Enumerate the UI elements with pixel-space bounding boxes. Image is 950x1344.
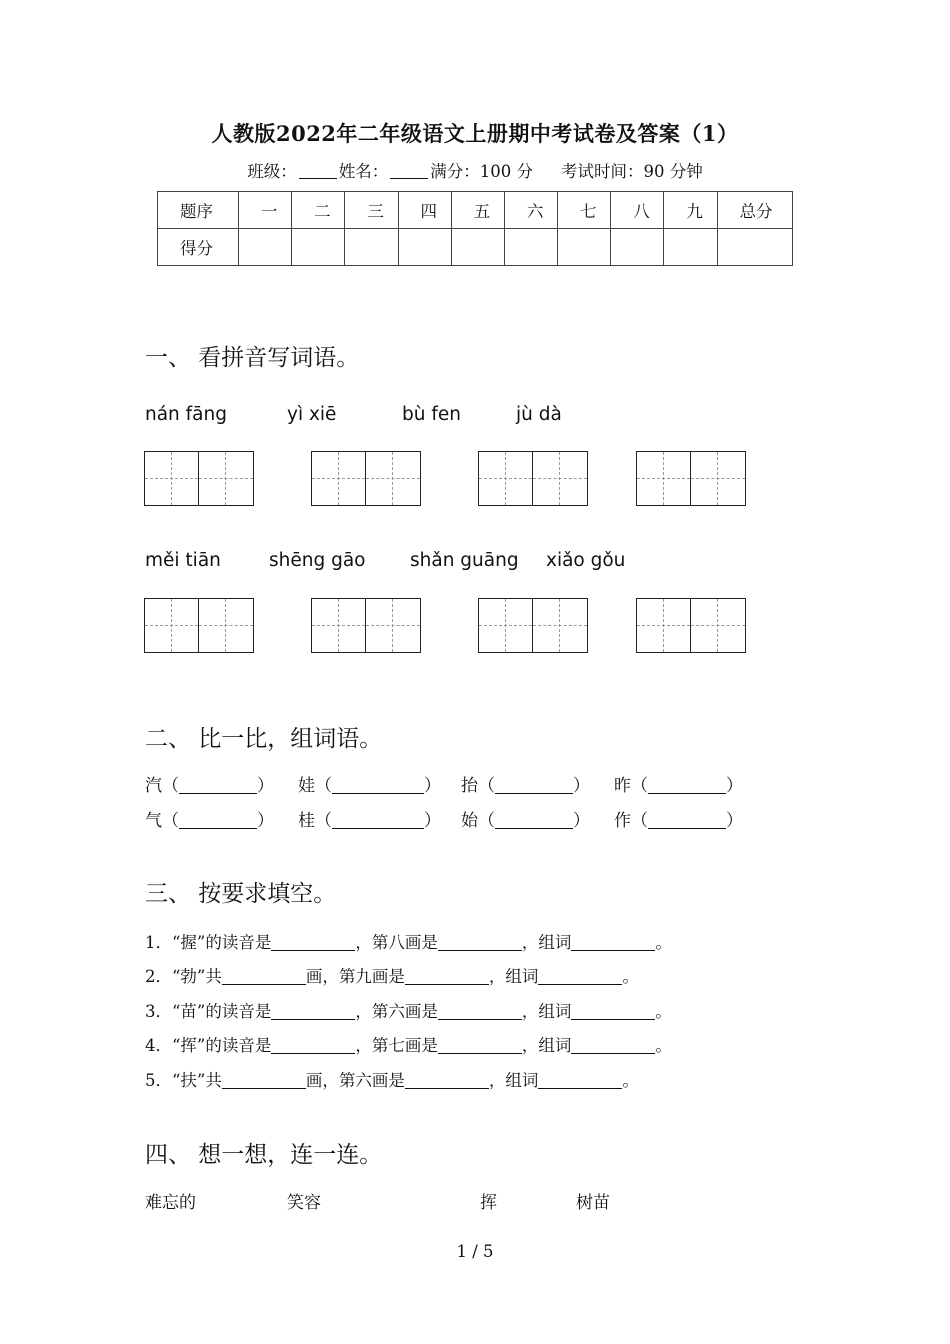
table-cell: 三: [345, 192, 398, 229]
compare-item: 作（ ）: [614, 811, 743, 831]
fill-item: [145, 963, 639, 987]
compare-char: 昨: [614, 776, 631, 796]
answer-blank[interactable]: [405, 1073, 489, 1089]
table-cell: 四: [398, 192, 451, 229]
section4-heading: 四、 想一想，连一连。: [145, 1142, 383, 1168]
score-cell[interactable]: [664, 229, 717, 266]
item-text: ，组词: [521, 933, 572, 952]
answer-blank[interactable]: [438, 1004, 522, 1020]
writing-grid[interactable]: [636, 598, 746, 653]
compare-item: 娃（ ）: [298, 776, 441, 796]
answer-blank[interactable]: [495, 814, 573, 829]
item-text: 。: [655, 1002, 672, 1021]
table-cell: 总分: [717, 192, 792, 229]
table-cell: 七: [558, 192, 611, 229]
item-text: ，第七画是: [355, 1036, 438, 1055]
item-text: 画，第九画是: [305, 967, 405, 986]
compare-item: 始（ ）: [461, 811, 590, 831]
compare-char: 娃: [298, 776, 315, 796]
writing-grid[interactable]: [478, 451, 588, 506]
table-cell: 五: [451, 192, 504, 229]
match-word[interactable]: 树苗: [576, 1193, 610, 1213]
writing-grid[interactable]: [144, 598, 254, 653]
answer-blank[interactable]: [538, 1073, 622, 1089]
compare-char: 气: [145, 811, 162, 831]
exam-time: 考试时间：90 分钟: [561, 162, 703, 181]
exam-meta: [0, 158, 950, 182]
pinyin-label: nán fāng: [145, 404, 227, 425]
item-text: ，第八画是: [355, 933, 438, 952]
score-cell[interactable]: [717, 229, 792, 266]
item-text: 。: [622, 967, 639, 986]
section1-heading: 一、 看拼音写词语。: [145, 345, 360, 371]
item-number: 4．: [145, 1036, 172, 1055]
compare-char: 始: [461, 811, 478, 831]
item-text: 画，第六画是: [305, 1071, 405, 1090]
match-word[interactable]: 笑容: [287, 1193, 321, 1213]
answer-blank[interactable]: [438, 1038, 522, 1054]
answer-blank[interactable]: [571, 1004, 655, 1020]
writing-grid[interactable]: [478, 598, 588, 653]
answer-blank[interactable]: [332, 814, 424, 829]
class-blank[interactable]: [299, 162, 337, 179]
compare-char: 抬: [461, 776, 478, 796]
fill-item: [145, 929, 672, 953]
page-number: 1 / 5: [456, 1242, 494, 1261]
pinyin-label: yì xiē: [287, 404, 337, 425]
item-number: 1．: [145, 933, 172, 952]
table-cell: 六: [504, 192, 557, 229]
answer-blank[interactable]: [271, 1004, 355, 1020]
answer-blank[interactable]: [648, 814, 726, 829]
item-text: “扶”共: [172, 1071, 222, 1090]
answer-blank[interactable]: [571, 1038, 655, 1054]
name-label: 姓名：: [338, 162, 389, 181]
compare-item: 桂（ ）: [298, 811, 441, 831]
fill-item: [145, 1067, 639, 1091]
score-cell[interactable]: [398, 229, 451, 266]
writing-grid[interactable]: [636, 451, 746, 506]
match-word[interactable]: 难忘的: [145, 1193, 196, 1213]
compare-char: 桂: [298, 811, 315, 831]
item-text: 。: [655, 1036, 672, 1055]
item-text: “勃”共: [172, 967, 222, 986]
item-text: “握”的读音是: [172, 933, 272, 952]
writing-grid[interactable]: [311, 598, 421, 653]
item-text: ，第六画是: [355, 1002, 438, 1021]
item-text: ，组词: [488, 967, 539, 986]
answer-blank[interactable]: [495, 779, 573, 794]
score-cell[interactable]: [611, 229, 664, 266]
compare-char: 汽: [145, 776, 162, 796]
section2-heading: 二、 比一比，组词语。: [145, 726, 383, 752]
pinyin-label: xiǎo gǒu: [546, 550, 626, 571]
item-text: 。: [655, 933, 672, 952]
score-cell[interactable]: [504, 229, 557, 266]
answer-blank[interactable]: [332, 779, 424, 794]
answer-blank[interactable]: [571, 935, 655, 951]
score-table-header-row: [158, 192, 793, 229]
answer-blank[interactable]: [405, 969, 489, 985]
table-cell: 二: [292, 192, 345, 229]
answer-blank[interactable]: [438, 935, 522, 951]
compare-item: 昨（ ）: [614, 776, 743, 796]
pinyin-label: shǎn guāng: [410, 550, 519, 571]
writing-grid[interactable]: [144, 451, 254, 506]
answer-blank[interactable]: [271, 935, 355, 951]
pinyin-label: shēng gāo: [269, 550, 366, 571]
fill-item: [145, 1032, 672, 1056]
item-text: 。: [622, 1071, 639, 1090]
score-cell[interactable]: [451, 229, 504, 266]
answer-blank[interactable]: [179, 779, 257, 794]
section3-heading: 三、 按要求填空。: [145, 881, 337, 907]
score-table: [157, 191, 793, 266]
fill-item: [145, 998, 672, 1022]
class-label: 班级：: [247, 162, 297, 181]
score-cell[interactable]: [239, 229, 292, 266]
full-score: 满分：100 分: [430, 162, 533, 181]
item-text: “挥”的读音是: [172, 1036, 272, 1055]
answer-blank[interactable]: [222, 1073, 306, 1089]
answer-blank[interactable]: [222, 969, 306, 985]
answer-blank[interactable]: [271, 1038, 355, 1054]
pinyin-label: měi tiān: [145, 550, 221, 571]
item-text: ，组词: [521, 1036, 572, 1055]
writing-grid[interactable]: [311, 451, 421, 506]
table-cell: 得分: [158, 229, 239, 266]
table-cell: 一: [239, 192, 292, 229]
match-word[interactable]: 挥: [480, 1193, 497, 1213]
score-cell[interactable]: [558, 229, 611, 266]
table-cell: 八: [611, 192, 664, 229]
item-text: ，组词: [521, 1002, 572, 1021]
pinyin-label: bù fen: [402, 404, 461, 425]
compare-char: 作: [614, 811, 631, 831]
compare-item: 气（ ）: [145, 811, 274, 831]
answer-blank[interactable]: [538, 969, 622, 985]
item-text: “苗”的读音是: [172, 1002, 272, 1021]
score-cell[interactable]: [345, 229, 398, 266]
compare-item: 汽（ ）: [145, 776, 274, 796]
score-table-score-row: [158, 229, 793, 266]
table-cell: 九: [664, 192, 717, 229]
answer-blank[interactable]: [179, 814, 257, 829]
pinyin-label: jù dà: [516, 404, 562, 425]
page-title: 人教版2022年二年级语文上册期中考试卷及答案（1）: [211, 121, 739, 146]
item-number: 5．: [145, 1071, 172, 1090]
answer-blank[interactable]: [648, 779, 726, 794]
table-cell: 题序: [158, 192, 239, 229]
score-cell[interactable]: [292, 229, 345, 266]
item-text: ，组词: [488, 1071, 539, 1090]
compare-item: 抬（ ）: [461, 776, 590, 796]
item-number: 3．: [145, 1002, 172, 1021]
item-number: 2．: [145, 967, 172, 986]
name-blank[interactable]: [390, 162, 428, 179]
